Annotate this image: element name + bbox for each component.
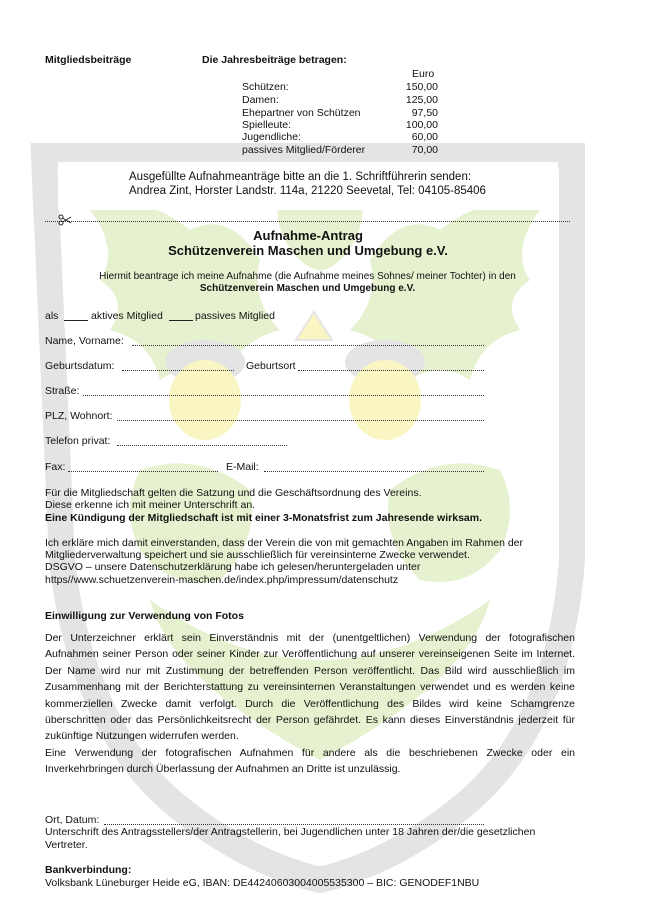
birthplace-field[interactable] — [298, 370, 484, 371]
statutes-line: Für die Mitgliedschaft gelten die Satzung und die Geschäftsordnung des Vereins. — [45, 487, 422, 499]
fee-value: 150,00 — [405, 81, 438, 93]
fee-row — [242, 107, 438, 119]
bank-details: Volksbank Lüneburger Heide eG, IBAN: DE44240603004005535300 – BIC: GENODEF1NBU — [45, 877, 480, 889]
fees-currency: Euro — [412, 68, 435, 80]
email-label: E-Mail: — [226, 461, 259, 473]
membership-active-label: aktives Mitglied — [91, 310, 163, 322]
statutes-line: Diese erkenne ich mit meiner Unterschrift an. — [45, 499, 256, 511]
fees-section-label: Mitgliedsbeiträge — [45, 54, 132, 66]
bank-heading: Bankverbindung: — [45, 864, 132, 876]
form-club-name: Schützenverein Maschen und Umgebung e.V. — [168, 243, 448, 258]
name-field[interactable] — [132, 345, 484, 346]
form-request-club: Schützenverein Maschen und Umgebung e.V. — [199, 283, 416, 294]
fee-value: 125,00 — [405, 94, 438, 106]
privacy-line: Ich erkläre mich damit einverstanden, dass der Verein die von mit gemachten Angaben im Rahmen der — [45, 537, 524, 549]
fee-label: Schützen: — [242, 81, 289, 93]
birthdate-field[interactable] — [122, 370, 234, 371]
form-title: Aufnahme-Antrag — [253, 228, 363, 243]
fee-label: Ehepartner von Schützen — [242, 107, 361, 119]
form-request-text: Hiermit beantrage ich meine Aufnahme (die Aufnahme meines Sohnes/ meiner Tochter) in den — [99, 271, 516, 282]
privacy-line: Mitgliederverwaltung speichert und sie ausschließlich für vereinsinterne Zwecke verwendet. — [45, 549, 470, 561]
fee-label: Spielleute: — [242, 119, 292, 131]
photos-restriction-text: Eine Verwendung der fotografischen Aufnahmen für andere als die beschriebenen Zwecke oder ein Inverkehrbringen durch Überlassung der Aufnahmen an Dritte ist unzulässig. — [45, 747, 575, 776]
fee-value: 100,00 — [405, 119, 438, 131]
street-label: Straße: — [45, 385, 80, 397]
zip-city-label: PLZ, Wohnort: — [45, 410, 113, 422]
fee-label: passives Mitglied/Förderer — [242, 144, 366, 156]
fee-value: 60,00 — [411, 131, 438, 143]
fee-value: 97,50 — [411, 107, 438, 119]
privacy-url: https//www.schuetzenverein-maschen.de/index.php/impressum/datenschutz — [45, 574, 399, 586]
fee-row — [242, 81, 438, 93]
cancellation-notice: Eine Kündigung der Mitgliedschaft ist mit einer 3-Monatsfrist zum Jahresende wirksam. — [45, 512, 483, 524]
signature-note: Unterschrift des Antragsstellers/der Antragstellerin, bei Jugendlichen unter 18 Jahren der/die gesetzlichen — [45, 826, 536, 838]
fee-value: 70,00 — [411, 144, 438, 156]
privacy-line: DSGVO – unsere Datenschutzerklärung habe ich gelesen/heruntergeladen unter — [45, 561, 421, 573]
fees-intro: Die Jahresbeiträge betragen: — [202, 54, 347, 66]
zip-city-field[interactable] — [117, 420, 484, 421]
birthdate-label: Geburtsdatum: — [45, 360, 115, 372]
passive-member-blank[interactable] — [169, 320, 193, 321]
phone-field[interactable] — [117, 445, 287, 446]
membership-prefix: als — [45, 310, 59, 322]
birthplace-label: Geburtsort — [246, 360, 296, 372]
fax-label: Fax: — [45, 461, 66, 473]
fee-row — [242, 119, 438, 131]
fee-row — [242, 94, 438, 106]
signature-note: Vertreter. — [45, 839, 88, 851]
send-instruction: Ausgefüllte Aufnahmeanträge bitte an die 1. Schriftführerin senden: — [129, 171, 472, 183]
photos-heading: Einwilligung zur Verwendung von Fotos — [45, 610, 244, 622]
fee-row — [242, 144, 438, 156]
phone-label: Telefon privat: — [45, 435, 111, 447]
name-label: Name, Vorname: — [45, 335, 124, 347]
membership-passive-label: passives Mitglied — [195, 310, 275, 322]
active-member-blank[interactable] — [64, 320, 88, 321]
place-date-field[interactable] — [104, 824, 484, 825]
fax-field[interactable] — [68, 471, 218, 472]
photos-consent-text: Der Unterzeichner erklärt sein Einverständnis mit der (unentgeltlichen) Verwendung der fotografischen Aufnahmen seiner Person oder seiner Kinder zur Veröffentlichung auf unserer vereinseigenen Seite im Internet. Der Name wird nur mit Zustimmung der betreffenden Person veröffentlicht. Das Bild wird ausschließlich im Zusammenhang mit der Berichterstattung zu vereinsinternen Veranstaltungen verwendet und es werden keine kommerziellen Zwecke damit verfolgt. Durch die Veröffentlichung des Bildes wird keine Schamgrenze überschritten oder das Persönlichkeitsrecht der Person gefährdet. Es kann dieses Einverständnis jederzeit für zukünftige Nutzungen widerrufen werden. — [45, 632, 575, 743]
fee-row — [242, 131, 438, 143]
email-field[interactable] — [264, 471, 484, 472]
place-date-label: Ort, Datum: — [45, 814, 100, 826]
street-field[interactable] — [83, 395, 484, 396]
fee-label: Damen: — [242, 94, 279, 106]
fee-label: Jugendliche: — [242, 131, 301, 143]
send-address: Andrea Zint, Horster Landstr. 114a, 21220 Seevetal, Tel: 04105-85406 — [129, 185, 486, 197]
